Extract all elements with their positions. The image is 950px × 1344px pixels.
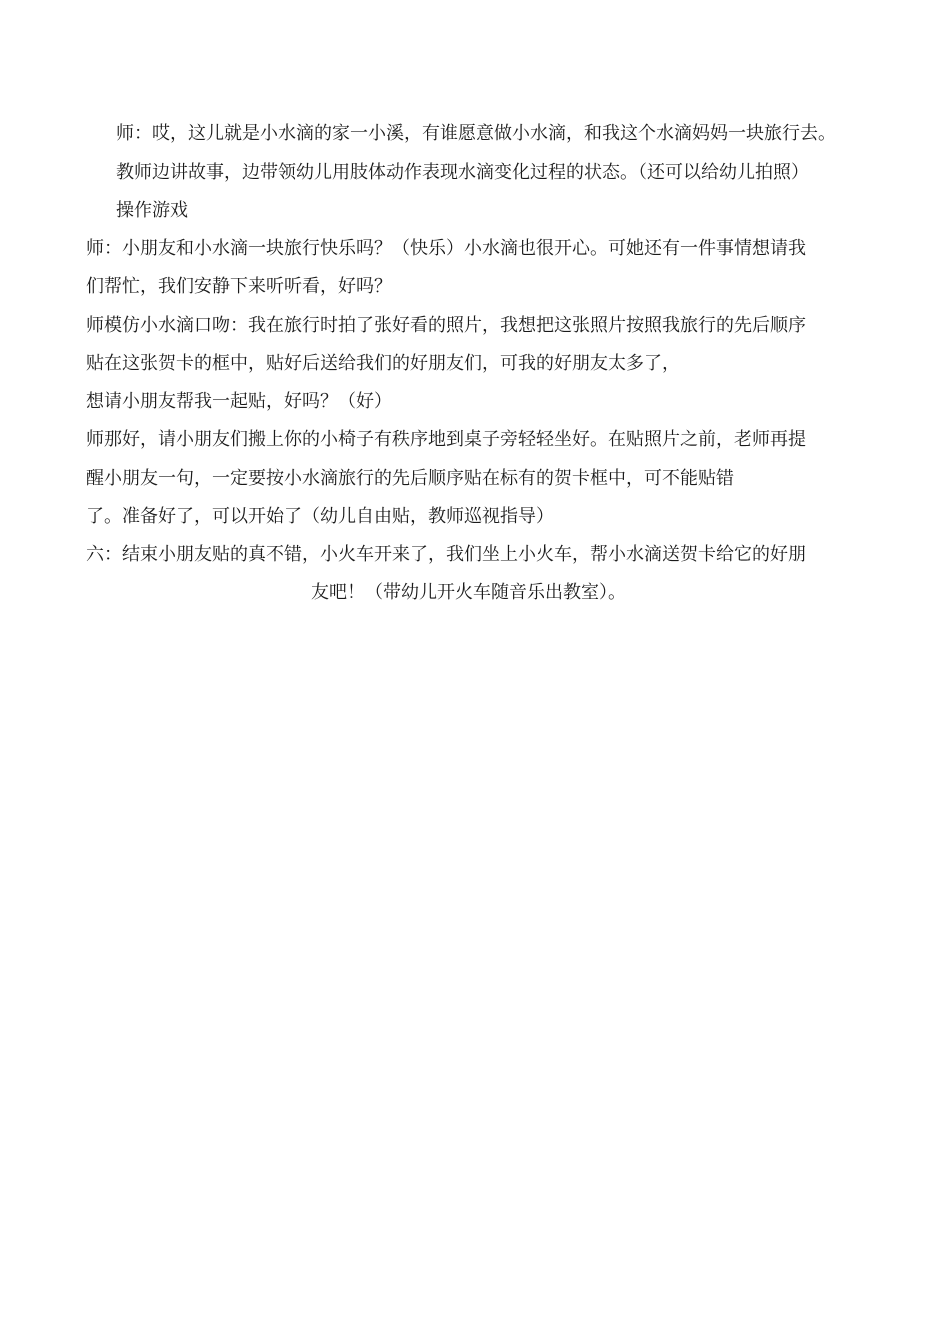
paragraph-line-sit-down: 师那好，请小朋友们搬上你的小椅子有秩序地到桌子旁轻轻坐好。在贴照片之前，老师再提: [86, 429, 806, 450]
paragraph-line-train-exit: 友吧！（带幼儿开火车随音乐出教室）。: [311, 582, 626, 603]
paragraph-line-ending: 六：结束小朋友贴的真不错，小火车开来了，我们坐上小火车，帮小水滴送贺卡给它的好朋: [86, 544, 806, 565]
paragraph-line-teacher-intro: 师：哎，这儿就是小水滴的家一小溪，有谁愿意做小水滴，和我这个水滴妈妈一块旅行去。: [116, 123, 836, 144]
paragraph-line-story-actions: 教师边讲故事，边带领幼儿用肢体动作表现水滴变化过程的状态。（还可以给幼儿拍照）: [116, 162, 809, 183]
paragraph-line-reminder: 醒小朋友一句，一定要按小水滴旅行的先后顺序贴在标有的贺卡框中，可不能贴错: [86, 468, 734, 489]
paragraph-line-happy-question: 师：小朋友和小水滴一块旅行快乐吗？（快乐）小水滴也很开心。可她还有一件事情想请我: [86, 238, 806, 259]
paragraph-line-help-request: 们帮忙，我们安静下来听听看，好吗？: [86, 276, 392, 297]
paragraph-line-card-frame: 贴在这张贺卡的框中，贴好后送给我们的好朋友们，可我的好朋友太多了，: [86, 353, 680, 374]
section-heading-game: 操作游戏: [116, 200, 188, 221]
paragraph-line-start: 了。准备好了，可以开始了（幼儿自由贴，教师巡视指导）: [86, 506, 554, 527]
paragraph-line-photo-story: 师模仿小水滴口吻：我在旅行时拍了张好看的照片，我想把这张照片按照我旅行的先后顺序: [86, 315, 806, 336]
paragraph-line-paste-together: 想请小朋友帮我一起贴，好吗？（好）: [86, 391, 392, 412]
